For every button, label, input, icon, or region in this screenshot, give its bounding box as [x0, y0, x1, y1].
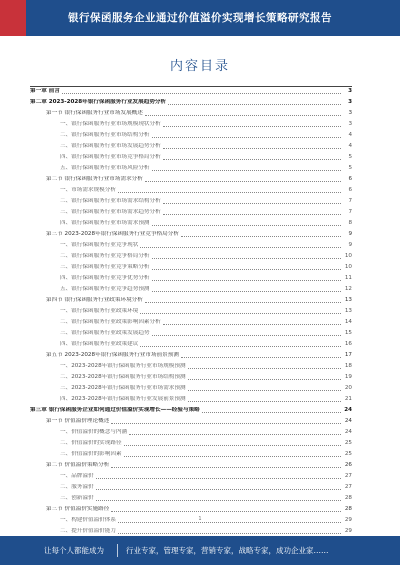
toc-entry-page: 13	[344, 308, 352, 314]
toc-leader-dots	[163, 323, 341, 325]
toc-entry-title: 二、银行保函服务行业政策影响因素分析	[60, 319, 161, 325]
toc-entry[interactable]	[30, 106, 352, 117]
toc-entry-title: 第一章 前言	[30, 88, 60, 94]
toc-entry-page: 26	[344, 462, 352, 468]
toc-leader-dots	[181, 356, 341, 358]
toc-entry-title: 二、价值溢价的实现路径	[60, 440, 122, 446]
footer-tagline: 行业专家，管理专家，营销专家，战略专家，成功企业家……	[126, 546, 329, 555]
toc-entry[interactable]	[30, 84, 352, 95]
toc-entry-page: 8	[348, 220, 352, 226]
toc-entry-page: 14	[344, 319, 352, 325]
toc-entry-page: 16	[344, 341, 352, 347]
toc-entry-title: 第二节 银行保函服务行业市场需求分析	[46, 176, 143, 182]
toc-entry-title: 第二章 2023-2028年银行保函服务行业发展趋势分析	[30, 99, 167, 105]
toc-entry-page: 5	[348, 165, 352, 171]
toc-leader-dots	[111, 510, 341, 512]
footer-slogan: 让每个人都能成为	[44, 546, 104, 555]
toc-entry-title: 四、银行保函服务行业市场竞争格局分析	[60, 154, 161, 160]
toc-entry-page: 3	[348, 88, 352, 94]
toc-entry-title: 第一节 价值溢价理论概述	[46, 418, 110, 424]
toc-leader-dots	[188, 400, 341, 402]
toc-entry-title: 五、银行保函服务行业竞争趋势预测	[60, 286, 150, 292]
toc-entry[interactable]	[30, 359, 352, 370]
toc-entry[interactable]	[30, 271, 352, 282]
toc-leader-dots	[96, 499, 341, 501]
toc-entry-title: 三、价值溢价的影响因素	[60, 451, 122, 457]
toc-entry-title: 一、银行保函服务行业竞争现状	[60, 242, 139, 248]
toc-entry[interactable]	[30, 469, 352, 480]
toc-entry-page: 3	[348, 99, 352, 105]
toc-entry[interactable]	[30, 436, 352, 447]
toc-entry-title: 一、银行保函服务行业政策环境	[60, 308, 139, 314]
toc-entry-title: 三、银行保函服务行业政策发展趋势	[60, 330, 150, 336]
toc-entry-title: 二、银行保函服务行业市场结构分析	[60, 132, 150, 138]
toc-leader-dots	[202, 411, 341, 413]
toc-leader-dots	[163, 202, 341, 204]
toc-leader-dots	[163, 125, 341, 127]
toc-leader-dots	[163, 158, 341, 160]
toc-entry[interactable]	[30, 216, 352, 227]
toc-entry-title: 四、银行保函服务行业政策建议	[60, 341, 139, 347]
toc-entry[interactable]	[30, 381, 352, 392]
toc-entry-page: 3	[348, 121, 352, 127]
toc-leader-dots	[145, 180, 341, 182]
toc-entry[interactable]	[30, 502, 352, 513]
toc-entry[interactable]	[30, 304, 352, 315]
toc-entry[interactable]	[30, 150, 352, 161]
toc-entry-title: 二、2023-2028年银行保函服务行业市场结构预测	[60, 374, 186, 380]
toc-leader-dots	[152, 290, 341, 292]
toc-entry-title: 二、银行保函服务行业市场需求结构分析	[60, 198, 161, 204]
toc-leader-dots	[163, 147, 341, 149]
table-of-contents	[30, 84, 352, 546]
toc-entry-title: 四、2023-2028年银行保函服务行业发展前景预测	[60, 396, 186, 402]
toc-entry[interactable]	[30, 117, 352, 128]
toc-entry-page: 6	[348, 176, 352, 182]
toc-entry[interactable]	[30, 194, 352, 205]
toc-leader-dots	[152, 257, 341, 259]
toc-entry[interactable]	[30, 205, 352, 216]
toc-entry[interactable]	[30, 161, 352, 172]
toc-leader-dots	[152, 268, 341, 270]
toc-entry[interactable]	[30, 348, 352, 359]
toc-entry[interactable]	[30, 249, 352, 260]
toc-entry-title: 三、银行保函服务行业竞争策略分析	[60, 264, 150, 270]
toc-entry[interactable]	[30, 491, 352, 502]
toc-entry[interactable]	[30, 227, 352, 238]
toc-entry-page: 24	[344, 429, 352, 435]
toc-entry-page: 7	[348, 198, 352, 204]
toc-entry-page: 4	[348, 143, 352, 149]
toc-entry-page: 13	[344, 297, 352, 303]
toc-entry-title: 五、银行保函服务行业市场风险分析	[60, 165, 150, 171]
toc-entry-page: 10	[344, 253, 352, 259]
toc-entry-page: 25	[344, 440, 352, 446]
toc-leader-dots	[111, 422, 341, 424]
toc-leader-dots	[140, 246, 341, 248]
toc-entry-title: 一、银行保函服务行业市场规模现状分析	[60, 121, 161, 127]
toc-entry[interactable]	[30, 183, 352, 194]
toc-entry-page: 3	[348, 110, 352, 116]
toc-entry-title: 第四节 银行保函服务行业政策环境分析	[46, 297, 143, 303]
toc-entry-title: 三、银行保函服务行业市场发展趋势分析	[60, 143, 161, 149]
toc-entry-page: 15	[344, 330, 352, 336]
toc-entry[interactable]	[30, 172, 352, 183]
toc-entry[interactable]	[30, 326, 352, 337]
toc-entry-page: 29	[344, 517, 352, 523]
toc-entry[interactable]	[30, 414, 352, 425]
toc-leader-dots	[96, 488, 341, 490]
toc-entry-title: 三、2023-2028年银行保函服务行业市场需求预测	[60, 385, 186, 391]
toc-entry-title: 四、银行保函服务行业市场需求预测	[60, 220, 150, 226]
toc-leader-dots	[118, 191, 341, 193]
toc-leader-dots	[163, 213, 341, 215]
toc-entry-title: 二、提升价值溢价能力	[60, 528, 116, 534]
toc-entry[interactable]	[30, 425, 352, 436]
toc-entry[interactable]	[30, 260, 352, 271]
toc-entry-title: 三、银行保函服务行业市场需求趋势分析	[60, 209, 161, 215]
toc-entry-title: 一、构建价值溢价体系	[60, 517, 116, 523]
toc-leader-dots	[124, 444, 341, 446]
toc-entry-page: 17	[344, 352, 352, 358]
toc-entry-page: 24	[344, 407, 352, 413]
toc-entry-title: 三、创新溢价	[60, 495, 94, 501]
toc-entry-page: 4	[348, 132, 352, 138]
toc-entry-title: 第三章 银行保函服务企业如何通过价值溢价实现增长——经验与策略	[30, 407, 200, 413]
toc-entry-page: 6	[348, 187, 352, 193]
toc-entry-page: 28	[344, 495, 352, 501]
toc-entry-page: 27	[344, 484, 352, 490]
toc-leader-dots	[129, 433, 341, 435]
toc-entry-page: 21	[344, 396, 352, 402]
toc-leader-dots	[152, 224, 341, 226]
toc-entry-page: 5	[348, 154, 352, 160]
toc-leader-dots	[62, 92, 341, 94]
footer-divider	[117, 544, 118, 557]
page-title: 内容目录	[169, 59, 230, 74]
toc-leader-dots	[118, 532, 341, 534]
toc-entry-page: 9	[348, 231, 352, 237]
toc-entry[interactable]	[30, 293, 352, 304]
toc-entry[interactable]	[30, 403, 352, 414]
toc-entry-page: 25	[344, 451, 352, 457]
toc-leader-dots	[152, 169, 341, 171]
toc-leader-dots	[181, 235, 341, 237]
toc-entry[interactable]	[30, 337, 352, 348]
toc-entry-page: 28	[344, 506, 352, 512]
toc-entry[interactable]	[30, 392, 352, 403]
toc-entry[interactable]	[30, 139, 352, 150]
toc-entry-title: 一、2023-2028年银行保函服务行业市场规模预测	[60, 363, 186, 369]
toc-entry-page: 9	[348, 242, 352, 248]
toc-leader-dots	[188, 367, 341, 369]
toc-entry-page: 7	[348, 209, 352, 215]
toc-entry[interactable]	[30, 480, 352, 491]
toc-leader-dots	[152, 334, 341, 336]
toc-entry-title: 一、品牌溢价	[60, 473, 94, 479]
toc-entry[interactable]	[30, 447, 352, 458]
toc-leader-dots	[145, 114, 341, 116]
footer-bar	[0, 536, 400, 565]
toc-entry-page: 11	[344, 275, 352, 281]
toc-entry-title: 一、价值溢价的概念与内涵	[60, 429, 128, 435]
toc-entry[interactable]	[30, 128, 352, 139]
toc-leader-dots	[96, 477, 341, 479]
toc-entry[interactable]	[30, 315, 352, 326]
toc-leader-dots	[140, 312, 341, 314]
toc-entry-title: 四、银行保函服务行业竞争优势分析	[60, 275, 150, 281]
toc-entry-page: 19	[344, 374, 352, 380]
toc-leader-dots	[111, 466, 341, 468]
toc-entry-title: 第三节 价值溢价实施路径	[46, 506, 110, 512]
toc-entry-page: 10	[344, 264, 352, 270]
toc-entry[interactable]	[30, 238, 352, 249]
toc-entry-title: 一、市场需求规模分析	[60, 187, 116, 193]
header-bar	[0, 0, 400, 36]
toc-entry-title: 二、银行保函服务行业竞争格局分析	[60, 253, 150, 259]
toc-entry-page: 24	[344, 418, 352, 424]
toc-entry-title: 第三节 2023-2028年银行保函服务行业竞争格局分析	[46, 231, 179, 237]
toc-leader-dots	[124, 455, 341, 457]
report-title: 银行保函服务企业通过价值溢价实现增长策略研究报告	[68, 12, 332, 24]
toc-entry[interactable]	[30, 370, 352, 381]
toc-entry-page: 27	[344, 473, 352, 479]
toc-leader-dots	[145, 301, 341, 303]
page-number: 1	[198, 516, 202, 522]
toc-leader-dots	[152, 136, 341, 138]
toc-entry-page: 20	[344, 385, 352, 391]
toc-entry-title: 第五节 2023-2028年银行保函服务行业市场前景预测	[46, 352, 179, 358]
toc-leader-dots	[188, 389, 341, 391]
toc-entry[interactable]	[30, 458, 352, 469]
toc-leader-dots	[140, 345, 341, 347]
toc-entry-page: 29	[344, 528, 352, 534]
toc-entry-page: 12	[344, 286, 352, 292]
toc-entry-title: 第二节 价值溢价策略分析	[46, 462, 110, 468]
toc-entry-title: 二、服务溢价	[60, 484, 94, 490]
toc-leader-dots	[152, 279, 341, 281]
toc-entry-title: 第一节 银行保函服务行业市场发展概述	[46, 110, 143, 116]
toc-entry[interactable]	[30, 524, 352, 535]
toc-leader-dots	[188, 378, 341, 380]
toc-entry[interactable]	[30, 282, 352, 293]
toc-entry[interactable]	[30, 95, 352, 106]
toc-entry-page: 18	[344, 363, 352, 369]
toc-leader-dots	[168, 103, 341, 105]
